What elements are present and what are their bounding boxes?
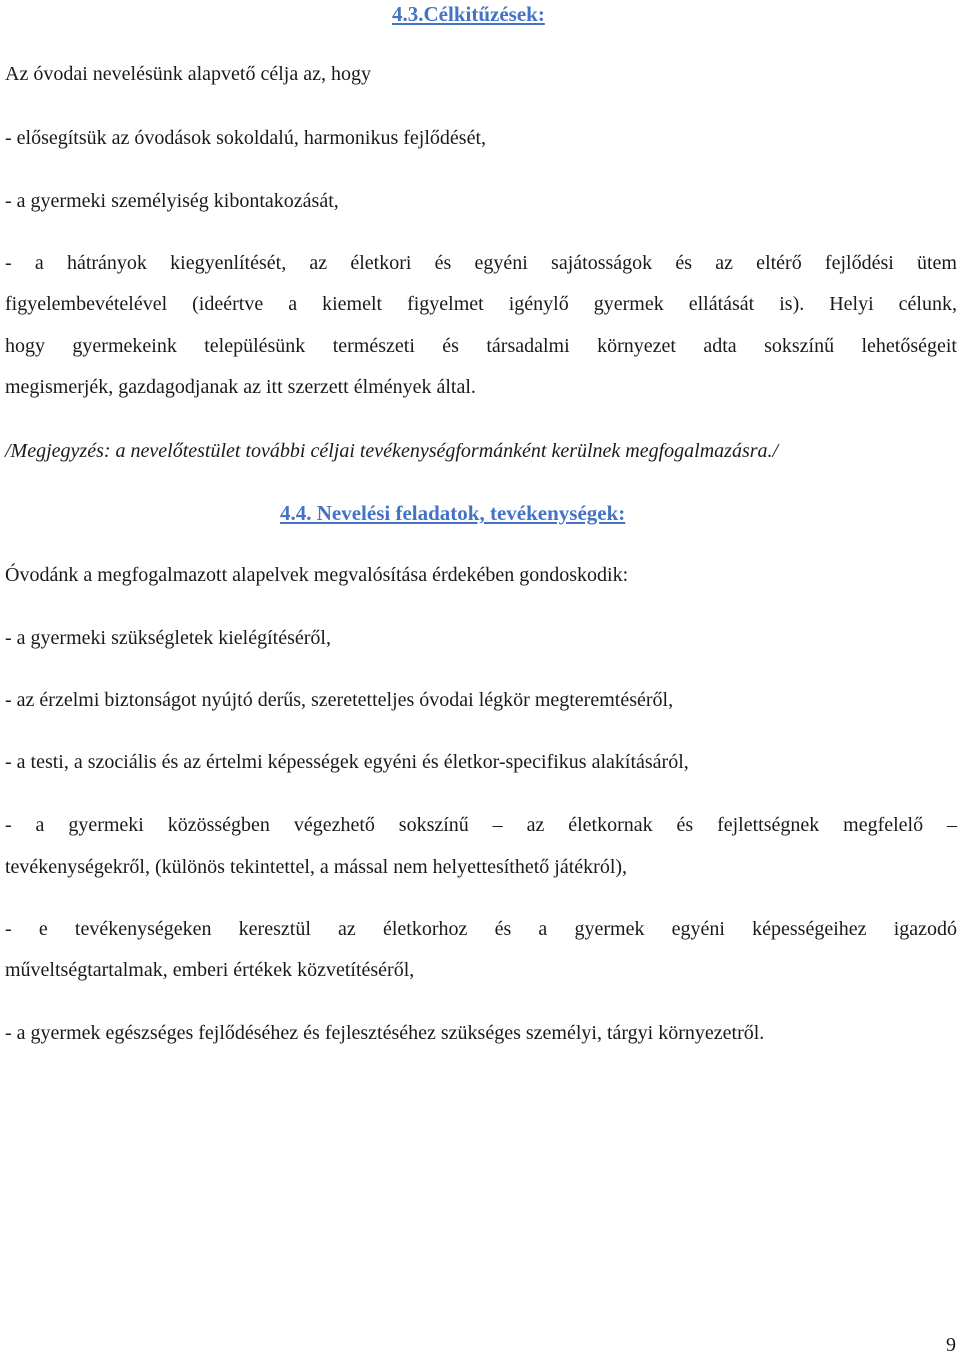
- list-item: - a gyermeki szükségletek kielégítéséről,: [5, 627, 331, 649]
- list-item: - a gyermek egészséges fejlődéséhez és fejlesztéséhez szükséges személyi, tárgyi környezetről.: [5, 1022, 765, 1044]
- list-item-continuation: tevékenységekről, (különös tekintettel, a mással nem helyettesíthető játékról),: [5, 856, 628, 878]
- list-item: - a gyermeki közösségben végezhető sokszínű – az életkornak és fejlettségnek megfelelő –: [5, 814, 957, 836]
- list-item: - a hátrányok kiegyenlítését, az életkori és egyéni sajátosságok és az eltérő fejlődési ütem: [5, 252, 957, 274]
- note-line: /Megjegyzés: a nevelőtestület további céljai tevékenységformánként kerülnek megfogalmazásra./: [5, 440, 779, 462]
- paragraph-line: Az óvodai nevelésünk alapvető célja az, hogy: [5, 63, 371, 85]
- list-item-continuation: műveltségtartalmak, emberi értékek közvetítéséről,: [5, 959, 415, 981]
- paragraph-line: figyelembevételével (ideértve a kiemelt figyelmet igénylő gyermek ellátását is). Helyi célunk,: [5, 293, 957, 315]
- list-item: - e tevékenységeken keresztül az életkorhoz és a gyermek egyéni képességeihez igazodó: [5, 918, 957, 940]
- list-item: - az érzelmi biztonságot nyújtó derűs, szeretetteljes óvodai légkör megteremtéséről,: [5, 689, 674, 711]
- section-heading-4-4: 4.4. Nevelési feladatok, tevékenységek:: [280, 501, 626, 525]
- list-item: - a testi, a szociális és az értelmi képességek egyéni és életkor-specifikus alakításáról,: [5, 751, 689, 773]
- paragraph-line: hogy gyermekeink településünk természeti és társadalmi környezet adta sokszínű lehetőségeit: [5, 335, 957, 357]
- paragraph-line: megismerjék, gazdagodjanak az itt szerzett élmények által.: [5, 376, 476, 398]
- section-heading-4-3: 4.3.Célkitűzések:: [392, 2, 545, 26]
- list-item: - a gyermeki személyiség kibontakozását,: [5, 190, 339, 212]
- paragraph-line: Óvodánk a megfogalmazott alapelvek megvalósítása érdekében gondoskodik:: [5, 564, 629, 586]
- list-item: - elősegítsük az óvodások sokoldalú, harmonikus fejlődését,: [5, 127, 487, 149]
- page-number: 9: [946, 1334, 956, 1356]
